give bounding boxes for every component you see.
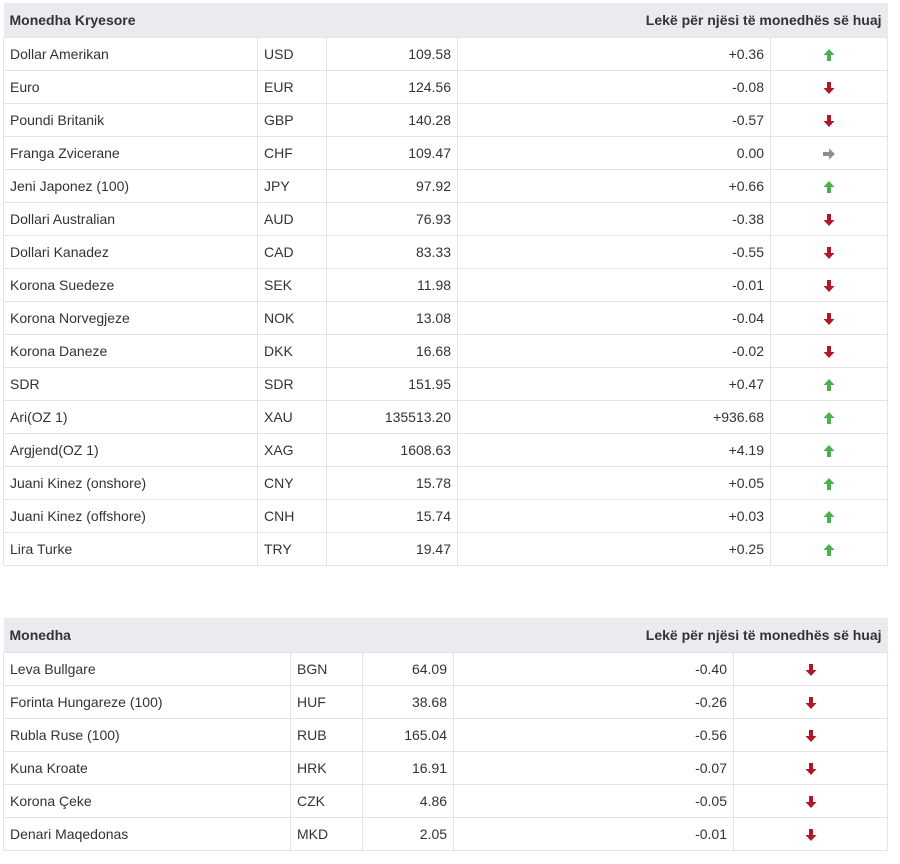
exchange-rate: 1608.63 <box>327 434 458 467</box>
arrow-down-icon <box>804 727 818 743</box>
trend-cell <box>771 401 888 434</box>
currency-code: CNH <box>258 500 327 533</box>
rate-change: -0.07 <box>454 752 734 785</box>
trend-cell <box>771 104 888 137</box>
main-table-body <box>4 38 888 566</box>
trend-cell <box>734 719 888 752</box>
currency-code: DKK <box>258 335 327 368</box>
currency-code: XAU <box>258 401 327 434</box>
currency-code: SDR <box>258 368 327 401</box>
other-currencies-table <box>3 618 888 851</box>
arrow-up-icon <box>822 541 836 557</box>
trend-cell <box>771 302 888 335</box>
trend-cell <box>734 818 888 851</box>
currency-name: Jeni Japonez (100) <box>4 170 258 203</box>
rate-change: -0.05 <box>454 785 734 818</box>
table-row <box>4 236 888 269</box>
currency-code: GBP <box>258 104 327 137</box>
rate-change: -0.02 <box>458 335 771 368</box>
table-row <box>4 71 888 104</box>
rate-change: 0.00 <box>458 137 771 170</box>
exchange-rate: 11.98 <box>327 269 458 302</box>
table-row <box>4 104 888 137</box>
arrow-up-icon <box>822 442 836 458</box>
trend-cell <box>771 137 888 170</box>
rate-change: -0.01 <box>458 269 771 302</box>
rate-change: -0.04 <box>458 302 771 335</box>
currency-name: Forinta Hungareze (100) <box>4 686 291 719</box>
rate-change: -0.40 <box>454 653 734 686</box>
arrow-down-icon <box>822 343 836 359</box>
trend-cell <box>771 434 888 467</box>
currency-code: CAD <box>258 236 327 269</box>
table-row <box>4 38 888 71</box>
table-row <box>4 203 888 236</box>
trend-cell <box>734 785 888 818</box>
rate-change: -0.01 <box>454 818 734 851</box>
exchange-rate: 16.91 <box>363 752 454 785</box>
rate-change: +0.03 <box>458 500 771 533</box>
currency-name: Korona Daneze <box>4 335 258 368</box>
trend-cell <box>734 653 888 686</box>
table-row <box>4 686 888 719</box>
other-table-body <box>4 653 888 851</box>
currency-code: CNY <box>258 467 327 500</box>
currency-name: Korona Suedeze <box>4 269 258 302</box>
rate-change: -0.57 <box>458 104 771 137</box>
arrow-down-icon <box>822 211 836 227</box>
arrow-down-icon <box>804 793 818 809</box>
exchange-rate: 165.04 <box>363 719 454 752</box>
rate-change: -0.55 <box>458 236 771 269</box>
exchange-rate: 38.68 <box>363 686 454 719</box>
currency-code: TRY <box>258 533 327 566</box>
exchange-rate: 140.28 <box>327 104 458 137</box>
currency-name: Lira Turke <box>4 533 258 566</box>
arrow-up-icon <box>822 376 836 392</box>
table-row <box>4 137 888 170</box>
rate-change: +0.25 <box>458 533 771 566</box>
arrow-down-icon <box>822 277 836 293</box>
currency-name: Korona Norvegjeze <box>4 302 258 335</box>
currency-name: Ari(OZ 1) <box>4 401 258 434</box>
exchange-rate: 109.58 <box>327 38 458 71</box>
currency-name: Franga Zvicerane <box>4 137 258 170</box>
trend-cell <box>771 335 888 368</box>
currency-code: HRK <box>291 752 363 785</box>
other-table-title: Monedha <box>4 618 363 653</box>
exchange-rate: 135513.20 <box>327 401 458 434</box>
currency-code: USD <box>258 38 327 71</box>
table-row <box>4 170 888 203</box>
trend-cell <box>734 752 888 785</box>
exchange-rate: 16.68 <box>327 335 458 368</box>
table-row <box>4 533 888 566</box>
trend-cell <box>771 500 888 533</box>
currency-code: EUR <box>258 71 327 104</box>
arrow-up-icon <box>822 508 836 524</box>
table-row <box>4 467 888 500</box>
exchange-rate: 15.78 <box>327 467 458 500</box>
currency-code: JPY <box>258 170 327 203</box>
table-row <box>4 368 888 401</box>
trend-cell <box>771 236 888 269</box>
arrow-down-icon <box>804 826 818 842</box>
arrow-up-icon <box>822 178 836 194</box>
currency-name: Juani Kinez (offshore) <box>4 500 258 533</box>
table-row <box>4 335 888 368</box>
currency-code: SEK <box>258 269 327 302</box>
rate-change: +0.66 <box>458 170 771 203</box>
currency-name: Leva Bullgare <box>4 653 291 686</box>
table-row <box>4 302 888 335</box>
currency-name: Kuna Kroate <box>4 752 291 785</box>
rate-change: +936.68 <box>458 401 771 434</box>
rate-change: -0.38 <box>458 203 771 236</box>
trend-cell <box>771 71 888 104</box>
trend-cell <box>771 38 888 71</box>
trend-cell <box>771 467 888 500</box>
arrow-down-icon <box>822 112 836 128</box>
main-table-title: Monedha Kryesore <box>4 3 327 38</box>
exchange-rate: 97.92 <box>327 170 458 203</box>
rate-change: -0.08 <box>458 71 771 104</box>
currency-name: Korona Çeke <box>4 785 291 818</box>
table-row <box>4 500 888 533</box>
arrow-down-icon <box>822 79 836 95</box>
currency-name: Euro <box>4 71 258 104</box>
table-header-row <box>4 3 888 38</box>
currency-code: AUD <box>258 203 327 236</box>
exchange-rate: 13.08 <box>327 302 458 335</box>
rate-change: +0.05 <box>458 467 771 500</box>
arrow-down-icon <box>804 661 818 677</box>
exchange-rate: 109.47 <box>327 137 458 170</box>
table-row <box>4 434 888 467</box>
rate-change: +0.47 <box>458 368 771 401</box>
table-header-row <box>4 618 888 653</box>
trend-cell <box>771 170 888 203</box>
arrow-up-icon <box>822 409 836 425</box>
currency-name: Dollari Kanadez <box>4 236 258 269</box>
currency-name: SDR <box>4 368 258 401</box>
main-table-unit-header: Lekë për njësi të monedhës së huaj <box>327 3 888 38</box>
exchange-rate: 83.33 <box>327 236 458 269</box>
table-row <box>4 269 888 302</box>
currency-name: Juani Kinez (onshore) <box>4 467 258 500</box>
table-row <box>4 653 888 686</box>
arrow-down-icon <box>804 694 818 710</box>
currency-name: Argjend(OZ 1) <box>4 434 258 467</box>
currency-code: BGN <box>291 653 363 686</box>
rate-change: +0.36 <box>458 38 771 71</box>
trend-cell <box>771 269 888 302</box>
currency-name: Dollar Amerikan <box>4 38 258 71</box>
currency-code: CHF <box>258 137 327 170</box>
table-row <box>4 719 888 752</box>
currency-code: XAG <box>258 434 327 467</box>
main-currencies-table <box>3 3 888 566</box>
currency-name: Dollari Australian <box>4 203 258 236</box>
exchange-rate: 64.09 <box>363 653 454 686</box>
trend-cell <box>771 533 888 566</box>
exchange-rate: 19.47 <box>327 533 458 566</box>
trend-cell <box>771 203 888 236</box>
trend-cell <box>734 686 888 719</box>
arrow-down-icon <box>822 244 836 260</box>
currency-code: HUF <box>291 686 363 719</box>
arrow-down-icon <box>822 310 836 326</box>
arrow-up-icon <box>822 46 836 62</box>
rate-change: -0.26 <box>454 686 734 719</box>
currency-name: Rubla Ruse (100) <box>4 719 291 752</box>
currency-name: Denari Maqedonas <box>4 818 291 851</box>
exchange-rate: 4.86 <box>363 785 454 818</box>
exchange-rate: 151.95 <box>327 368 458 401</box>
exchange-rate: 15.74 <box>327 500 458 533</box>
currency-code: CZK <box>291 785 363 818</box>
exchange-rate: 2.05 <box>363 818 454 851</box>
currency-code: MKD <box>291 818 363 851</box>
currency-name: Poundi Britanik <box>4 104 258 137</box>
rate-change: -0.56 <box>454 719 734 752</box>
currency-code: RUB <box>291 719 363 752</box>
arrow-right-icon <box>822 145 836 161</box>
trend-cell <box>771 368 888 401</box>
table-row <box>4 752 888 785</box>
arrow-up-icon <box>822 475 836 491</box>
table-row <box>4 401 888 434</box>
other-table-unit-header: Lekë për njësi të monedhës së huaj <box>363 618 888 653</box>
rate-change: +4.19 <box>458 434 771 467</box>
table-row <box>4 785 888 818</box>
exchange-rate: 76.93 <box>327 203 458 236</box>
currency-code: NOK <box>258 302 327 335</box>
exchange-rate: 124.56 <box>327 71 458 104</box>
table-row <box>4 818 888 851</box>
arrow-down-icon <box>804 760 818 776</box>
